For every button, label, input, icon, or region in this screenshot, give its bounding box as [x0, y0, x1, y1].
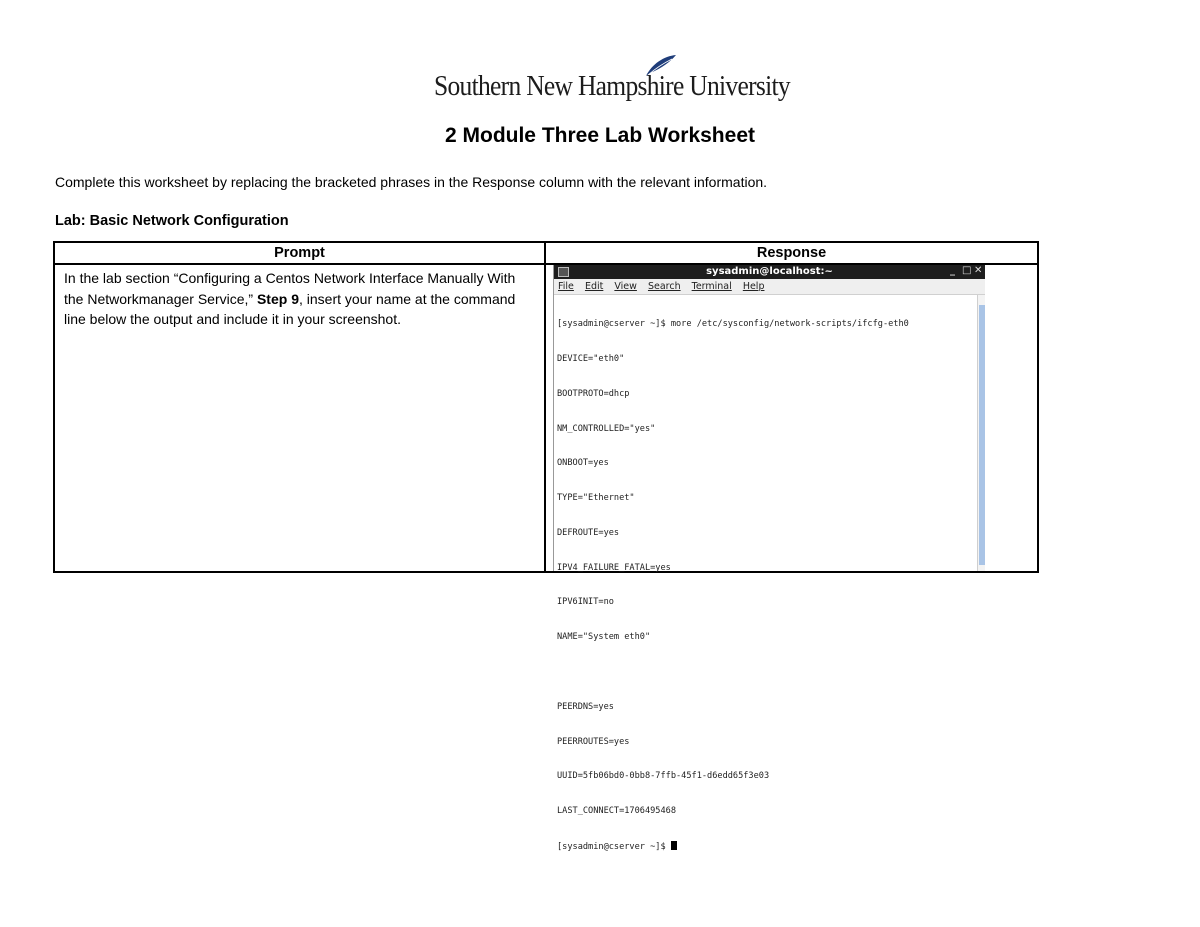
- menu-edit: Edit: [584, 281, 604, 292]
- terminal-line: IPV6INIT=no: [557, 597, 614, 608]
- prompt-text: [55, 265, 544, 330]
- prompt-cell: [54, 264, 545, 572]
- table-header-row: [54, 242, 1038, 264]
- logo-wordmark: Southern New Hampshire University: [434, 70, 790, 102]
- prompt-text-lead: In the lab section “Configuring a Centos Network Interface Manually With the Networkmanager Service,”: [64, 270, 516, 307]
- prompt-column-header: Prompt: [54, 242, 545, 264]
- terminal-line: NM_CONTROLLED="yes": [557, 423, 656, 434]
- terminal-cursor: [671, 841, 677, 850]
- menu-view: View: [614, 281, 637, 292]
- terminal-line: BOOTPROTO=dhcp: [557, 388, 630, 399]
- terminal-line: PEERDNS=yes: [557, 701, 614, 712]
- terminal-line: LAST_CONNECT=1706495468: [557, 806, 676, 817]
- terminal-prompt-line: [557, 841, 977, 853]
- prompt-text-tail: , insert your name at the command line below the output and include it in your screenshot.: [64, 290, 516, 327]
- table-row: [54, 264, 1038, 572]
- terminal-line: [557, 667, 977, 679]
- prompt-step-label: Step 9: [256, 290, 299, 307]
- scrollbar-thumb: [979, 305, 985, 565]
- terminal-line: [sysadmin@cserver ~]$ more /etc/sysconfig/network-scripts/ifcfg-eth0: [557, 319, 909, 330]
- terminal-screenshot: [553, 265, 985, 852]
- document-title: 2 Module Three Lab Worksheet: [444, 124, 755, 147]
- terminal-menubar: [554, 279, 985, 295]
- terminal-line: TYPE="Ethernet": [557, 493, 635, 504]
- terminal-titlebar: [554, 265, 985, 279]
- terminal-line: NAME="System eth0": [557, 632, 651, 643]
- terminal-line: PEERROUTES=yes: [557, 736, 630, 747]
- menu-search: Search: [647, 281, 681, 292]
- worksheet-table: [53, 241, 1039, 852]
- section-heading: Lab: Basic Network Configuration: [55, 213, 289, 229]
- maximize-icon: □: [962, 265, 972, 276]
- instructions-text: Complete this worksheet by replacing the bracketed phrases in the Response column with the relevant information.: [55, 174, 768, 190]
- minimize-icon: _: [950, 265, 955, 276]
- response-cell: [545, 264, 1038, 852]
- terminal-prompt: [sysadmin@cserver ~]$: [557, 841, 671, 852]
- menu-file: File: [558, 281, 574, 292]
- terminal-title: sysadmin@localhost:~: [706, 266, 833, 277]
- response-column-header: Response: [545, 242, 1038, 264]
- terminal-line: ONBOOT=yes: [557, 458, 609, 469]
- close-icon: ✕: [974, 265, 983, 276]
- terminal-line: UUID=5fb06bd0-0bb8-7ffb-45f1-d6edd65f3e03: [557, 771, 770, 782]
- menu-terminal: Terminal: [691, 281, 732, 292]
- terminal-line: DEVICE="eth0": [557, 353, 625, 364]
- university-logo: [434, 52, 790, 108]
- terminal-scrollbar: [977, 295, 985, 571]
- menu-help: Help: [742, 281, 765, 292]
- terminal-output: [554, 295, 977, 852]
- terminal-line: DEFROUTE=yes: [557, 527, 620, 538]
- terminal-line: IPV4_FAILURE_FATAL=yes: [557, 562, 671, 573]
